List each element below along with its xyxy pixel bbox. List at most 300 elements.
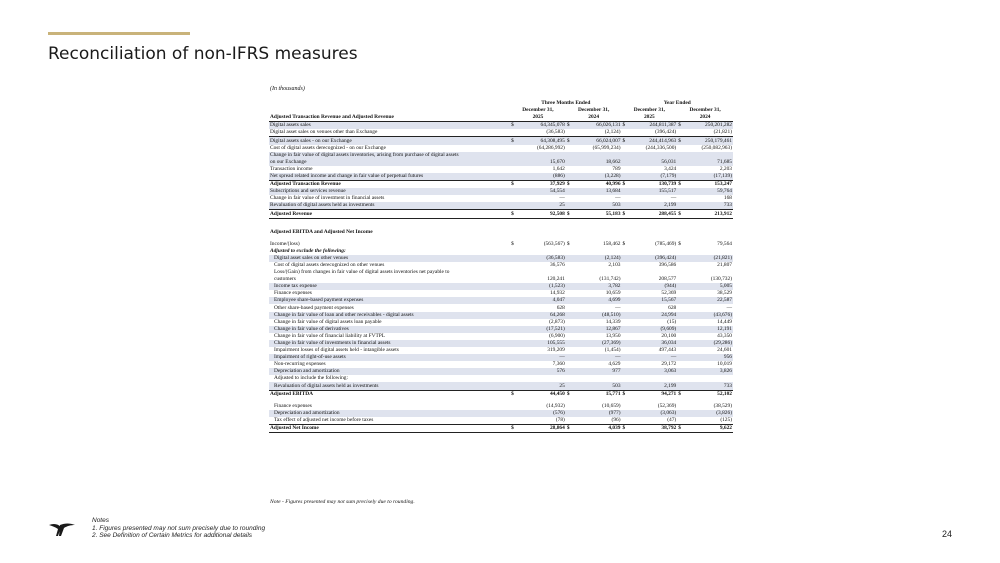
row-value: 22,587 <box>685 297 733 304</box>
currency-symbol <box>510 255 518 262</box>
table-row <box>269 319 733 326</box>
row-value: 66,026,131 <box>574 122 622 130</box>
row-value: (576) <box>518 410 566 417</box>
currency-symbol <box>566 145 574 152</box>
currency-symbol <box>677 403 685 410</box>
currency-symbol: $ <box>677 424 685 432</box>
row-value <box>574 269 622 276</box>
currency-symbol <box>677 304 685 311</box>
row-label: Change in fair value of financial liability at FVTPL <box>274 332 386 339</box>
currency-symbol <box>566 368 574 375</box>
row-value: 956 <box>685 354 733 361</box>
table-row <box>269 354 733 361</box>
currency-symbol <box>677 319 685 326</box>
row-label: Change in fair value of digital assets inventories, arising from purchase of digital assets <box>269 152 510 159</box>
row-label: Tax effect of adjusted net income before taxes <box>274 416 374 423</box>
currency-symbol <box>677 188 685 195</box>
row-value: (250,082,963) <box>701 144 732 151</box>
row-label: Finance expenses <box>274 290 312 297</box>
table-row <box>269 129 733 137</box>
table-row <box>269 159 733 166</box>
currency-symbol: $ <box>677 210 685 218</box>
row-value: 4,047 <box>518 297 566 304</box>
row-value: 10,019 <box>717 361 732 368</box>
currency-symbol <box>510 333 518 340</box>
currency-symbol <box>566 269 574 276</box>
row-value: (785,469) <box>655 240 677 247</box>
column-year: 2025 <box>510 114 566 122</box>
currency-symbol <box>510 129 518 137</box>
table-row <box>269 403 733 410</box>
row-value: 2,103 <box>608 261 621 268</box>
row-label: Adjusted Net Income <box>269 424 510 432</box>
row-value: 503 <box>574 202 622 210</box>
row-value: 24,994 <box>630 312 678 319</box>
currency-symbol: $ <box>510 424 518 432</box>
currency-symbol: $ <box>566 210 574 218</box>
row-value: 105,555 <box>518 340 566 347</box>
currency-symbol <box>677 368 685 375</box>
column-header: December 31, <box>577 107 610 114</box>
row-value: (396,424) <box>655 129 677 136</box>
currency-symbol: $ <box>622 137 630 145</box>
currency-symbol <box>677 276 685 283</box>
row-label: Transaction income <box>270 165 313 172</box>
row-value: 319,209 <box>547 347 565 354</box>
currency-symbol <box>510 368 518 375</box>
currency-symbol: $ <box>622 240 626 247</box>
row-value <box>685 269 733 276</box>
currency-symbol <box>677 152 685 159</box>
currency-symbol <box>510 403 518 410</box>
column-header: December 31, <box>689 107 721 114</box>
row-value: — <box>518 354 566 361</box>
row-value: (17,521) <box>518 326 566 333</box>
row-value: 3,826 <box>685 368 733 375</box>
row-value: 64,308,495 <box>518 137 566 145</box>
row-value: 43,350 <box>717 332 732 339</box>
currency-symbol <box>566 290 574 297</box>
currency-symbol <box>677 283 685 290</box>
row-value <box>518 375 566 382</box>
row-value: — <box>726 304 732 311</box>
row-label: Adjusted Transaction Revenue <box>269 181 510 189</box>
row-value: (21,821) <box>685 255 733 262</box>
currency-symbol <box>510 417 518 425</box>
row-value: (131,742) <box>599 276 621 283</box>
table-row <box>269 255 733 262</box>
row-label: Other share-based payment expenses <box>274 304 354 311</box>
row-value: (47) <box>667 416 677 423</box>
currency-symbol <box>677 297 685 304</box>
row-value: 977 <box>574 368 622 375</box>
row-value: 733 <box>685 202 733 210</box>
currency-symbol <box>677 340 685 347</box>
row-label: Change in fair value of loan and other receivables - digital assets <box>269 312 510 319</box>
row-value: 55,183 <box>574 210 622 218</box>
row-value: 44,450 <box>518 390 566 398</box>
bullish-logo-icon <box>48 522 76 538</box>
row-value: 155,517 <box>630 188 678 195</box>
row-value: 4,039 <box>574 424 622 432</box>
currency-symbol <box>566 326 574 333</box>
row-label: Digital asset sales on other venues <box>269 255 510 262</box>
table-row <box>269 276 733 283</box>
currency-symbol <box>622 173 630 181</box>
row-value: 59,764 <box>685 188 733 195</box>
currency-symbol <box>566 304 574 311</box>
currency-symbol <box>566 202 574 210</box>
row-label: Change in fair value of derivatives <box>269 326 510 333</box>
currency-symbol <box>510 326 518 333</box>
row-value: 2,203 <box>719 165 732 172</box>
row-value: 37,929 <box>518 181 566 189</box>
row-value: (3,063) <box>630 410 678 417</box>
currency-symbol <box>622 354 630 361</box>
currency-symbol <box>566 152 574 159</box>
row-value: 13,950 <box>605 332 621 339</box>
row-value: 576 <box>518 368 566 375</box>
currency-symbol <box>566 255 574 262</box>
row-value: (1,454) <box>604 347 621 354</box>
currency-symbol <box>677 129 685 137</box>
currency-symbol: $ <box>622 424 630 432</box>
notes-title: Notes <box>92 517 109 524</box>
currency-symbol <box>566 297 574 304</box>
row-label: Depreciation and amortization <box>269 368 510 375</box>
row-value: 130,739 <box>630 181 678 189</box>
row-value: (65,999,234) <box>592 144 621 151</box>
currency-symbol <box>510 159 518 166</box>
currency-symbol <box>622 269 630 276</box>
row-value: (38,529) <box>713 402 732 409</box>
row-label: Depreciation and amortization <box>269 410 510 417</box>
currency-symbol <box>622 188 630 195</box>
row-value: 28,864 <box>518 424 566 432</box>
row-value: (396,424) <box>630 255 678 262</box>
row-value: 3,782 <box>574 283 622 290</box>
row-value: 14,339 <box>605 318 621 325</box>
table-row <box>269 382 733 390</box>
currency-symbol <box>566 333 574 340</box>
currency-symbol: $ <box>510 210 518 218</box>
row-value: 244,811,387 <box>630 122 678 130</box>
row-label: Revaluation of digital assets held as investments <box>269 202 510 210</box>
row-value: (6,900) <box>549 332 565 339</box>
currency-symbol <box>566 382 574 390</box>
row-value: 250,201,282 <box>685 122 733 130</box>
currency-symbol <box>566 354 574 361</box>
column-header: December 31, <box>633 107 666 114</box>
currency-symbol <box>677 290 685 297</box>
row-value: 396,586 <box>658 261 677 268</box>
row-value: (15) <box>667 318 677 325</box>
row-value: 20,100 <box>661 332 677 339</box>
currency-symbol <box>622 417 630 425</box>
table-row <box>269 269 733 276</box>
row-label: Net spread related income and change in fair value of perpetual futures <box>269 173 510 181</box>
currency-symbol <box>622 262 630 269</box>
currency-symbol <box>677 269 685 276</box>
currency-symbol <box>510 361 518 368</box>
row-value: 25 <box>518 382 566 390</box>
section-title: Adjusted to exclude the following: <box>270 247 346 254</box>
table-row <box>269 297 733 304</box>
row-label: Impairment losses of digital assets held - intangible assets <box>274 347 399 354</box>
currency-symbol: $ <box>622 181 630 189</box>
row-value: 54,554 <box>518 188 566 195</box>
row-value: 9,622 <box>685 424 733 432</box>
row-value: 40,996 <box>574 181 622 189</box>
currency-symbol: $ <box>510 390 518 398</box>
table-row <box>269 290 733 297</box>
row-value: (130,732) <box>710 276 732 283</box>
row-value: 2,199 <box>630 382 678 390</box>
currency-symbol <box>510 276 518 283</box>
row-value: — <box>630 354 678 361</box>
currency-symbol <box>566 403 574 410</box>
header-row <box>269 107 733 114</box>
table-row <box>269 152 733 159</box>
row-label: Adjusted EBITDA <box>269 390 510 398</box>
currency-symbol <box>566 417 574 425</box>
column-year: 2024 <box>677 114 733 122</box>
row-value: 153,247 <box>685 181 733 189</box>
currency-symbol <box>677 262 685 269</box>
row-value: (563,567) <box>543 240 565 247</box>
currency-symbol: $ <box>566 424 574 432</box>
row-value: 208,577 <box>658 276 677 283</box>
currency-symbol <box>566 159 574 166</box>
currency-symbol: $ <box>622 210 630 218</box>
currency-symbol <box>566 166 574 173</box>
row-value: 288,455 <box>630 210 678 218</box>
currency-symbol <box>677 166 685 173</box>
currency-symbol <box>622 152 630 159</box>
currency-symbol <box>566 262 574 269</box>
row-value: 25 <box>518 202 566 210</box>
currency-symbol <box>677 410 685 417</box>
row-value <box>518 269 566 276</box>
table-row <box>269 375 733 382</box>
currency-symbol <box>510 195 518 202</box>
currency-symbol <box>510 166 518 173</box>
currency-symbol: $ <box>566 240 570 247</box>
currency-symbol <box>510 269 518 276</box>
row-value: 628 <box>668 304 677 311</box>
row-value: 503 <box>574 382 622 390</box>
row-value: (48,510) <box>574 312 622 319</box>
currency-symbol <box>510 152 518 159</box>
row-value: (29,286) <box>685 340 733 347</box>
row-value: 10,659 <box>605 290 621 297</box>
currency-symbol <box>510 312 518 319</box>
currency-symbol <box>677 145 685 152</box>
currency-symbol <box>622 403 630 410</box>
currency-symbol <box>510 173 518 181</box>
row-value: 36,034 <box>630 340 678 347</box>
currency-symbol <box>566 319 574 326</box>
row-value: (125) <box>720 416 732 423</box>
row-value: 213,912 <box>685 210 733 218</box>
row-label: Revaluation of digital assets held as investments <box>269 382 510 390</box>
currency-symbol <box>677 417 685 425</box>
row-value: 2,199 <box>630 202 678 210</box>
currency-symbol <box>622 347 630 354</box>
currency-symbol: $ <box>566 137 574 145</box>
row-value: — <box>670 195 677 202</box>
currency-symbol <box>510 347 518 354</box>
row-value: 120,241 <box>547 276 565 283</box>
table-row <box>269 361 733 368</box>
currency-symbol <box>622 159 630 166</box>
currency-symbol <box>622 319 630 326</box>
currency-symbol: $ <box>566 122 574 130</box>
currency-symbol <box>566 188 574 195</box>
row-value: 497,443 <box>658 347 677 354</box>
reconciliation-table <box>269 100 733 433</box>
row-value: 38,529 <box>717 290 732 297</box>
row-label: Income/(loss) <box>270 240 300 247</box>
row-value: (43,676) <box>685 312 733 319</box>
row-value: 15,670 <box>518 159 566 166</box>
currency-symbol <box>566 195 574 202</box>
row-value: 789 <box>612 165 621 172</box>
row-value <box>574 375 622 382</box>
row-value: (21,821) <box>713 129 732 136</box>
section-title: Adjusted EBITDA and Adjusted Net Income <box>270 228 373 235</box>
row-value: 168 <box>723 195 732 202</box>
currency-symbol <box>622 361 630 368</box>
currency-symbol <box>622 297 630 304</box>
currency-symbol <box>622 255 630 262</box>
row-value <box>574 152 622 159</box>
currency-symbol <box>622 129 630 137</box>
table-row <box>269 333 733 340</box>
row-value: 733 <box>685 382 733 390</box>
row-value: 38,792 <box>630 424 678 432</box>
currency-symbol <box>622 312 630 319</box>
column-year: 2025 <box>622 114 678 122</box>
row-value: 3,424 <box>664 165 677 172</box>
row-value <box>630 375 678 382</box>
currency-symbol <box>677 333 685 340</box>
row-label: Change in fair value of investments in financial assets <box>269 340 510 347</box>
row-value: 4,699 <box>574 297 622 304</box>
currency-symbol <box>677 159 685 166</box>
currency-symbol <box>622 304 630 311</box>
currency-symbol <box>566 283 574 290</box>
currency-symbol <box>566 375 574 382</box>
row-label: on our Exchange <box>269 159 510 166</box>
row-value: 66,024,007 <box>574 137 622 145</box>
row-label: Change in fair value of digital assets loan payable <box>274 318 382 325</box>
page-number: 24 <box>942 529 953 539</box>
currency-symbol <box>510 297 518 304</box>
currency-symbol <box>510 354 518 361</box>
row-value: (244,336,500) <box>645 144 677 151</box>
row-value: 29,172 <box>661 361 677 368</box>
row-value <box>518 152 566 159</box>
currency-symbol <box>510 145 518 152</box>
table-row <box>269 304 733 311</box>
row-value: (36,583) <box>518 255 566 262</box>
row-label: Non-recurring expenses <box>274 361 326 368</box>
row-value: 71,685 <box>685 159 733 166</box>
row-value: (52,369) <box>657 402 677 409</box>
row-value: 1,642 <box>552 165 565 172</box>
currency-symbol <box>677 195 685 202</box>
row-label: Subscriptions and services revenue <box>269 188 510 195</box>
row-value: (977) <box>574 410 622 417</box>
row-value: 64,268 <box>518 312 566 319</box>
row-value: 15,567 <box>630 297 678 304</box>
row-label: Employee share-based payment expenses <box>269 297 510 304</box>
row-label: Digital asset sales on venues other than Exchange <box>270 129 378 136</box>
currency-symbol <box>510 410 518 417</box>
currency-symbol <box>566 312 574 319</box>
row-value: 7,360 <box>552 361 565 368</box>
currency-symbol <box>622 276 630 283</box>
row-value: (2,124) <box>574 255 622 262</box>
row-label: Digital assets sales - on our Exchange <box>269 137 510 145</box>
currency-symbol <box>677 255 685 262</box>
row-value: (17,139) <box>685 173 733 181</box>
row-value: 15,771 <box>574 390 622 398</box>
currency-symbol <box>622 326 630 333</box>
currency-symbol <box>566 173 574 181</box>
row-value: — <box>574 354 622 361</box>
currency-symbol <box>510 375 518 382</box>
row-label: Adjusted to include the following: <box>274 375 348 382</box>
currency-symbol: $ <box>510 137 518 145</box>
row-label: Income tax expense <box>269 283 510 290</box>
currency-symbol <box>566 340 574 347</box>
accent-bar <box>48 32 190 35</box>
row-value: (1,523) <box>518 283 566 290</box>
table-row <box>269 312 733 319</box>
table-row <box>269 241 733 248</box>
currency-symbol <box>510 319 518 326</box>
currency-symbol <box>677 347 685 354</box>
row-value: (9,609) <box>630 326 678 333</box>
currency-symbol <box>622 375 630 382</box>
row-value: 24,601 <box>717 347 732 354</box>
row-value: 628 <box>556 304 565 311</box>
currency-symbol <box>510 304 518 311</box>
table-row <box>269 410 733 417</box>
row-value: (36,583) <box>546 129 565 136</box>
row-value: (78) <box>555 416 565 423</box>
row-value: 13,684 <box>574 188 622 195</box>
notes-block <box>92 517 265 540</box>
row-value: 14,449 <box>717 318 732 325</box>
currency-symbol <box>677 202 685 210</box>
currency-symbol <box>566 361 574 368</box>
row-value: 64,345,078 <box>518 122 566 130</box>
row-value: (10,659) <box>602 402 621 409</box>
currency-symbol <box>677 326 685 333</box>
table-row <box>269 173 733 181</box>
currency-symbol <box>622 382 630 390</box>
currency-symbol <box>622 368 630 375</box>
currency-symbol <box>566 276 574 283</box>
currency-symbol <box>622 290 630 297</box>
units-label: (In thousands) <box>270 86 305 92</box>
currency-symbol <box>510 283 518 290</box>
currency-symbol <box>510 202 518 210</box>
currency-symbol: $ <box>678 240 681 247</box>
